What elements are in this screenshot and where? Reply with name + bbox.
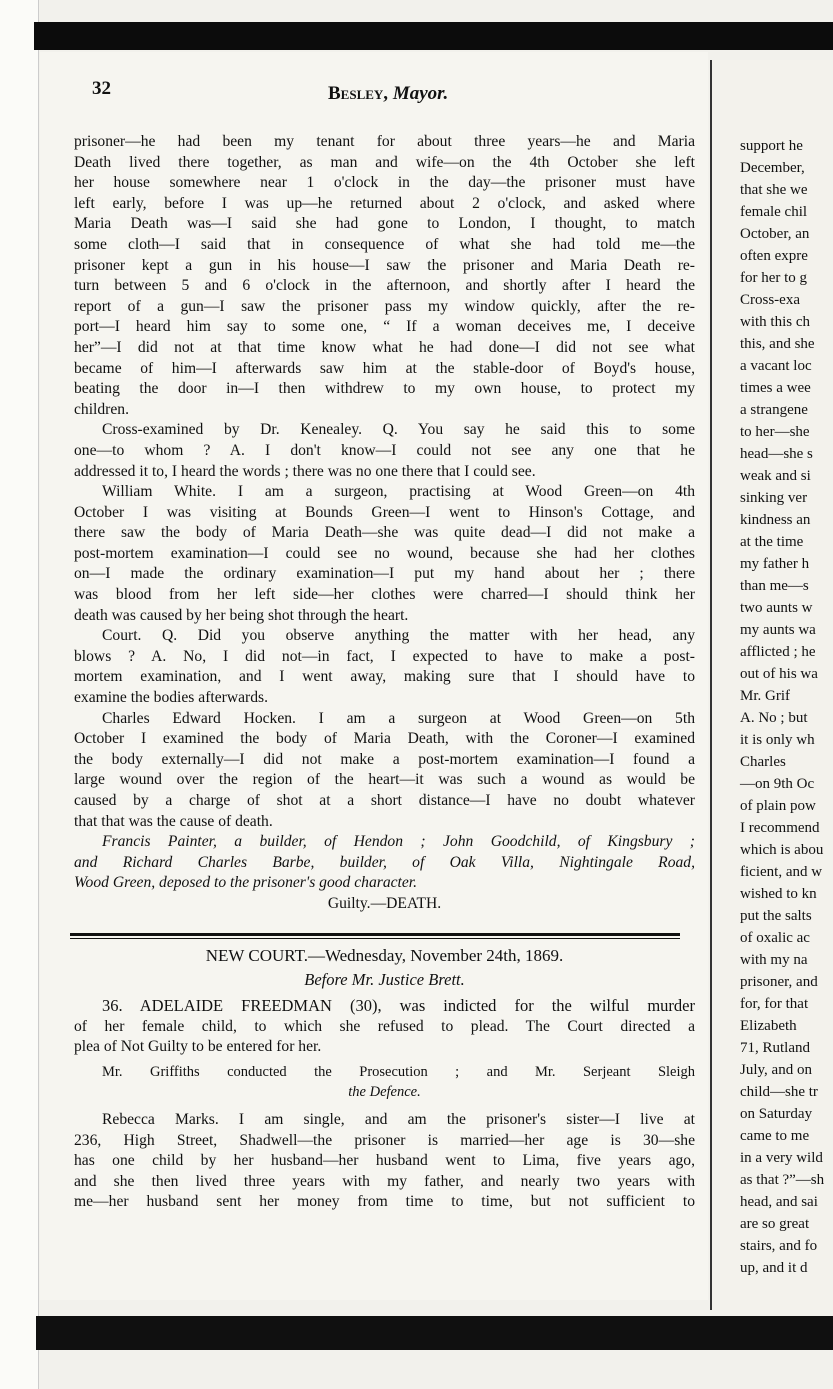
right-page-line: times a wee [740, 380, 811, 396]
witness-marks-line: has one child by her husband—her husband went to Lima, five years ago, [74, 1152, 695, 1170]
right-page-line: as that ?”—sh [740, 1172, 825, 1188]
text-line: her house somewhere near 1 o'clock in the day—the prisoner must have [74, 174, 695, 192]
right-page-line: for, for that [740, 996, 809, 1012]
right-page-line: prisoner, and [740, 974, 818, 990]
right-page-line: A. No ; but [740, 710, 808, 726]
text-line: Maria Death was—I said she had gone to London, I thought, to match [74, 215, 695, 233]
right-page-line: Mr. Grif [740, 688, 790, 704]
right-page-line: Cross-exa [740, 292, 800, 308]
right-page-line: two aunts w [740, 600, 813, 616]
right-page-line: that she we [740, 182, 808, 198]
right-page-line: Elizabeth [740, 1018, 797, 1034]
witness-white-line: death was caused by her being shot through the heart. [74, 606, 409, 624]
text-line: port—I heard him say to some one, “ If a woman deceives me, I deceive [74, 318, 695, 336]
right-page-line: are so great [740, 1216, 810, 1232]
witness-white-line: post-mortem examination—I could see no wound, because she had her clothes [74, 544, 695, 562]
witness-white-line: was blood from her left side—her clothes were charred—I should think her [74, 586, 695, 604]
running-title [328, 83, 448, 105]
right-page-line: with this ch [740, 314, 810, 330]
witness-hocken-line: that that was the cause of death. [74, 812, 273, 830]
right-page-line: for her to g [740, 270, 808, 286]
witness-marks-line: me—her husband sent her money from time to time, but not sufficient to [74, 1193, 695, 1211]
running-title-name: Besley, [328, 83, 389, 104]
right-page-line: child—she tr [740, 1084, 818, 1100]
court-question-line: Court. Q. Did you observe anything the matter with her head, any [102, 627, 695, 645]
left-page-edge [0, 0, 39, 1389]
right-page-line: which is abou [740, 842, 824, 858]
witness-white-line: William White. I am a surgeon, practising at Wood Green—on 4th [102, 483, 695, 501]
indictment-line: 36. ADELAIDE FREEDMAN (30), was indicted for the wilful murder [102, 996, 695, 1015]
judge-line: Before Mr. Justice Brett. [304, 970, 465, 989]
counsel-line: the Defence. [348, 1084, 421, 1101]
court-question-line: blows ? A. No, I did not—in fact, I expected to have to make a post- [74, 647, 695, 665]
page-number: 32 [92, 78, 111, 99]
text-line: Death lived there together, as man and wife—on the 4th October she left [74, 153, 695, 171]
witness-white-line: there saw the body of Maria Death—she was quite dead—I did not make a [74, 524, 695, 542]
scan-top-band [34, 22, 833, 50]
character-witness-line: and Richard Charles Barbe, builder, of Oak Villa, Nightingale Road, [74, 853, 695, 871]
right-page-line: support he [740, 138, 803, 154]
right-page-line: sinking ver [740, 490, 808, 506]
scan-bottom-band [36, 1316, 833, 1350]
witness-hocken-line: caused by a charge of shot at a short distance—I have no doubt whatever [74, 792, 695, 809]
right-page-line: came to me [740, 1128, 810, 1144]
text-line: turn between 5 and 6 o'clock in the afternoon, and shortly after I heard the [74, 277, 695, 295]
right-page-line: than me—s [740, 578, 809, 594]
character-witness-line: Wood Green, deposed to the prisoner's good character. [74, 874, 418, 892]
right-page-line: my father h [740, 556, 810, 572]
right-page-line: head—she s [740, 446, 813, 462]
right-page-line: put the salts [740, 908, 812, 924]
cross-examination-line: one—to whom ? A. I don't know—I could not see any one that he [74, 441, 695, 459]
right-page-line: Charles [740, 754, 786, 770]
court-question-line: examine the bodies afterwards. [74, 689, 268, 707]
right-page-line: weak and si [740, 468, 811, 484]
indictment-line: plea of Not Guilty to be entered for her. [74, 1038, 322, 1056]
character-witness-line: Francis Painter, a builder, of Hendon ; John Goodchild, of Kingsbury ; [102, 833, 695, 851]
right-page-line: ficient, and w [740, 864, 823, 880]
right-page-line: to her—she [740, 424, 810, 440]
running-title-office: Mayor. [392, 83, 449, 104]
indictment [74, 996, 695, 1103]
text-line: her”—I did not at that time know what he had done—I did not see what [74, 338, 695, 356]
right-page-line: at the time [740, 534, 804, 550]
right-page-line: my aunts wa [740, 622, 816, 638]
right-page-line: female chil [740, 204, 808, 220]
right-page-line: out of his wa [740, 666, 818, 682]
witness-marks-line: and she then lived three years with my father, and nearly two years with [74, 1172, 695, 1190]
section-rule [70, 933, 680, 936]
right-page-line: kindness an [740, 512, 811, 528]
right-page-line: July, and on [740, 1062, 812, 1078]
right-page-line: on Saturday [740, 1106, 813, 1122]
right-page-line: of plain pow [740, 798, 816, 814]
text-line: some cloth—I said that in consequence of what she had told me—the [74, 235, 695, 253]
text-line: prisoner kept a gun in his house—I saw the prisoner and Maria Death re- [74, 256, 695, 274]
right-page-line: it is only wh [740, 732, 815, 748]
witness-hocken-line: the body externally—I did not make a post-mortem examination—I found a [74, 750, 695, 768]
cross-examination-line: Cross-examined by Dr. Kenealey. Q. You say he said this to some [102, 421, 695, 439]
text-line: prisoner—he had been my tenant for about three years—he and Maria [74, 133, 695, 150]
right-page-line: October, an [740, 226, 810, 242]
text-line: children. [74, 400, 129, 418]
cross-examination-line: addressed it to, I heard the words ; there was no one there that I could see. [74, 462, 536, 480]
right-page-line: this, and she [740, 336, 815, 352]
right-page-line: wished to kn [740, 886, 817, 902]
right-page-line: December, [740, 160, 805, 176]
court-question-line: mortem examination, and I went away, making sure that I should have to [74, 668, 695, 686]
text-line: beating the door in—I then withdrew to my own house, to protect my [74, 380, 695, 398]
text-line: left early, before I was up—he returned about 2 o'clock, and asked where [74, 194, 695, 212]
witness-marks-line: 236, High Street, Shadwell—the prisoner is married—her age is 30—she [74, 1131, 695, 1149]
right-page-line: afflicted ; he [740, 644, 816, 660]
testimony-continuation [74, 132, 695, 915]
indictment-line: of her female child, to which she refused to plead. The Court directed a [74, 1017, 695, 1035]
text-line: became of him—I afterwards saw him at the stable-door of Boyd's house, [74, 359, 695, 377]
right-page-line: stairs, and fo [740, 1238, 818, 1254]
witness-hocken-line: October I examined the body of Maria Death, with the Coroner—I examined [74, 730, 695, 748]
witness-white-line: on—I made the ordinary examination—I put my hand about her ; there [74, 565, 695, 583]
right-page-line: a strangene [740, 402, 808, 418]
right-page-line: 71, Rutland [740, 1040, 810, 1056]
counsel-line: Mr. Griffiths conducted the Prosecution ; and Mr. Serjeant Sleigh [102, 1063, 695, 1080]
witness-marks-line: Rebecca Marks. I am single, and am the prisoner's sister—I live at [102, 1111, 695, 1128]
text-line: report of a gun—I saw the prisoner pass my window quickly, after the re- [74, 297, 695, 315]
right-page-line: a vacant loc [740, 358, 812, 374]
right-page-line: often expre [740, 248, 808, 264]
court-heading: NEW COURT.—Wednesday, November 24th, 1869. [205, 946, 564, 965]
right-page-line: —on 9th Oc [740, 776, 815, 792]
witness-hocken-line: large wound over the region of the heart—it was such a wound as would be [74, 771, 695, 789]
right-page-line: with my na [740, 952, 808, 968]
witness-white-line: October I was visiting at Bounds Green—I went to Hinson's Cottage, and [74, 503, 695, 521]
witness-marks [74, 1110, 695, 1213]
right-page-line: up, and it d [740, 1260, 808, 1276]
court-heading-block [74, 944, 695, 992]
right-page-line: of oxalic ac [740, 930, 810, 946]
section-rule-thin [70, 938, 680, 939]
verdict: Guilty.—DEATH. [327, 894, 442, 912]
right-page-line: I recommend [740, 820, 820, 836]
witness-hocken-line: Charles Edward Hocken. I am a surgeon at Wood Green—on 5th [102, 709, 695, 727]
right-page-line: in a very wild [740, 1150, 823, 1166]
right-page-line: head, and sai [740, 1194, 818, 1210]
